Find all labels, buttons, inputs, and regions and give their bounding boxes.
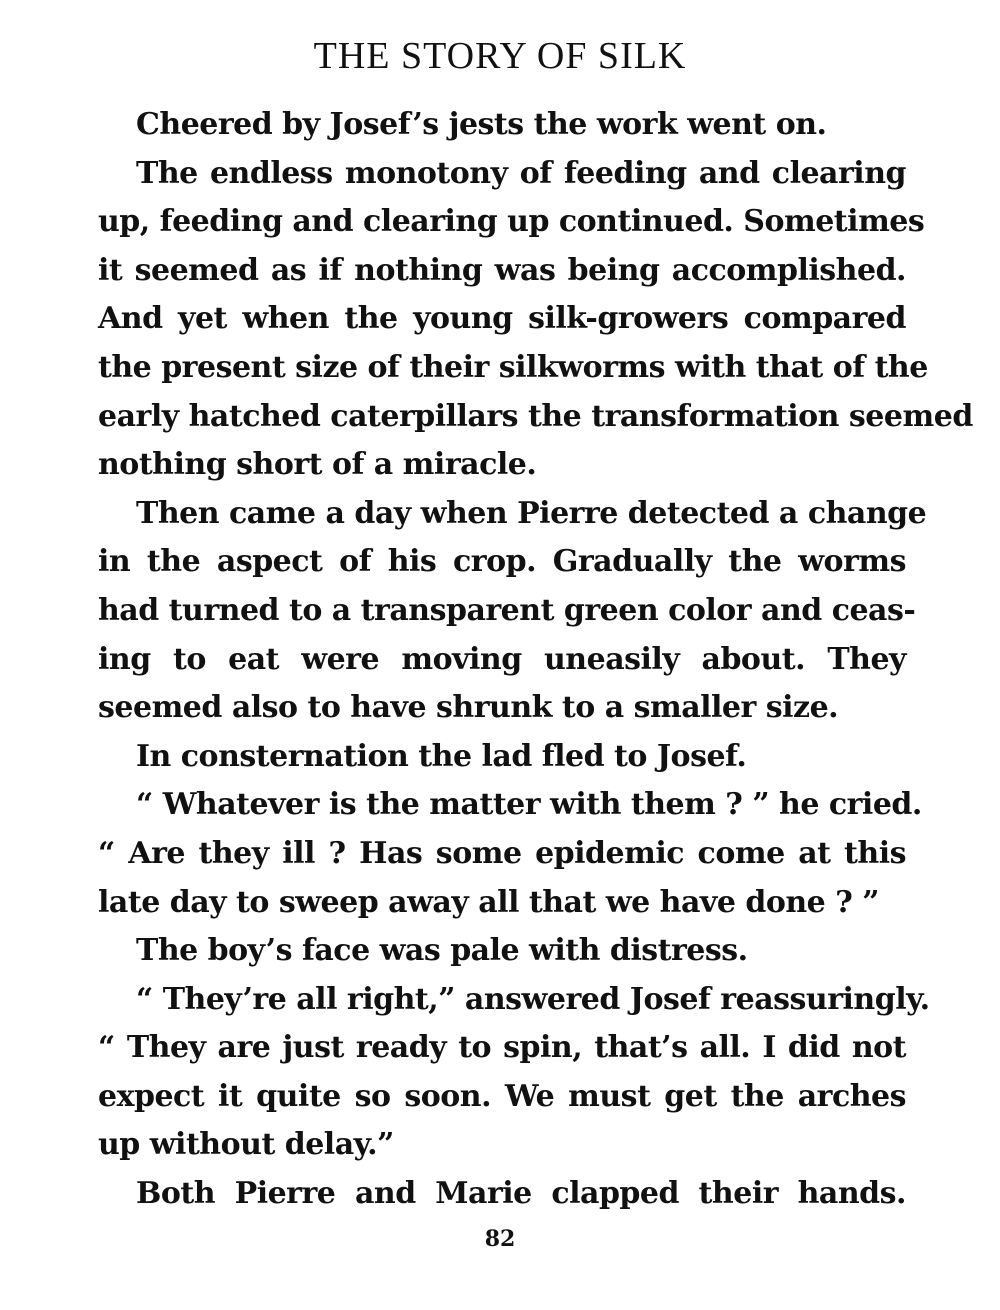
text-line: in the aspect of his crop. Gradually the worms (98, 544, 906, 580)
text-line: The boy’s face was pale with distress. (136, 933, 748, 969)
text-line: nothing short of a miracle. (98, 447, 537, 483)
text-line: ing to eat were moving uneasily about. They (98, 641, 906, 677)
text-line: expect it quite so soon. We must get the arches (98, 1078, 906, 1114)
body-text (98, 101, 973, 1219)
text-line: Cheered by Josef’s jests the work went on. (136, 107, 827, 142)
text-line: The endless monotony of feeding and clearing (136, 155, 906, 191)
text-line: “ Are they ill ? Has some epidemic come at this (98, 835, 906, 871)
text-line: up, feeding and clearing up continued. Sometimes (98, 204, 925, 240)
text-line: In consternation the lad fled to Josef. (136, 738, 747, 774)
page-number: 82 (484, 1226, 516, 1252)
text-line: “ Whatever is the matter with them ? ” he cried. (136, 787, 922, 823)
text-line: And yet when the young silk-growers compared (98, 301, 906, 337)
text-line: Both Pierre and Marie clapped their hands. (136, 1176, 906, 1212)
text-line: the present size of their silkworms with that of the (98, 349, 928, 385)
text-line: “ They’re all right,” answered Josef reassuringly. (136, 981, 930, 1017)
text-line: had turned to a transparent green color and ceas- (98, 592, 916, 628)
text-line: late day to sweep away all that we have done ? ” (98, 884, 879, 920)
text-line: “ They are just ready to spin, that’s all. I did not (98, 1030, 906, 1066)
text-line: seemed also to have shrunk to a smaller size. (98, 690, 839, 726)
text-line: Then came a day when Pierre detected a change (136, 495, 927, 531)
running-head: THE STORY OF SILK (313, 35, 687, 77)
text-line: it seemed as if nothing was being accomplished. (98, 252, 906, 288)
text-line: early hatched caterpillars the transformation seemed (98, 398, 973, 434)
text-line: up without delay.” (98, 1127, 394, 1163)
